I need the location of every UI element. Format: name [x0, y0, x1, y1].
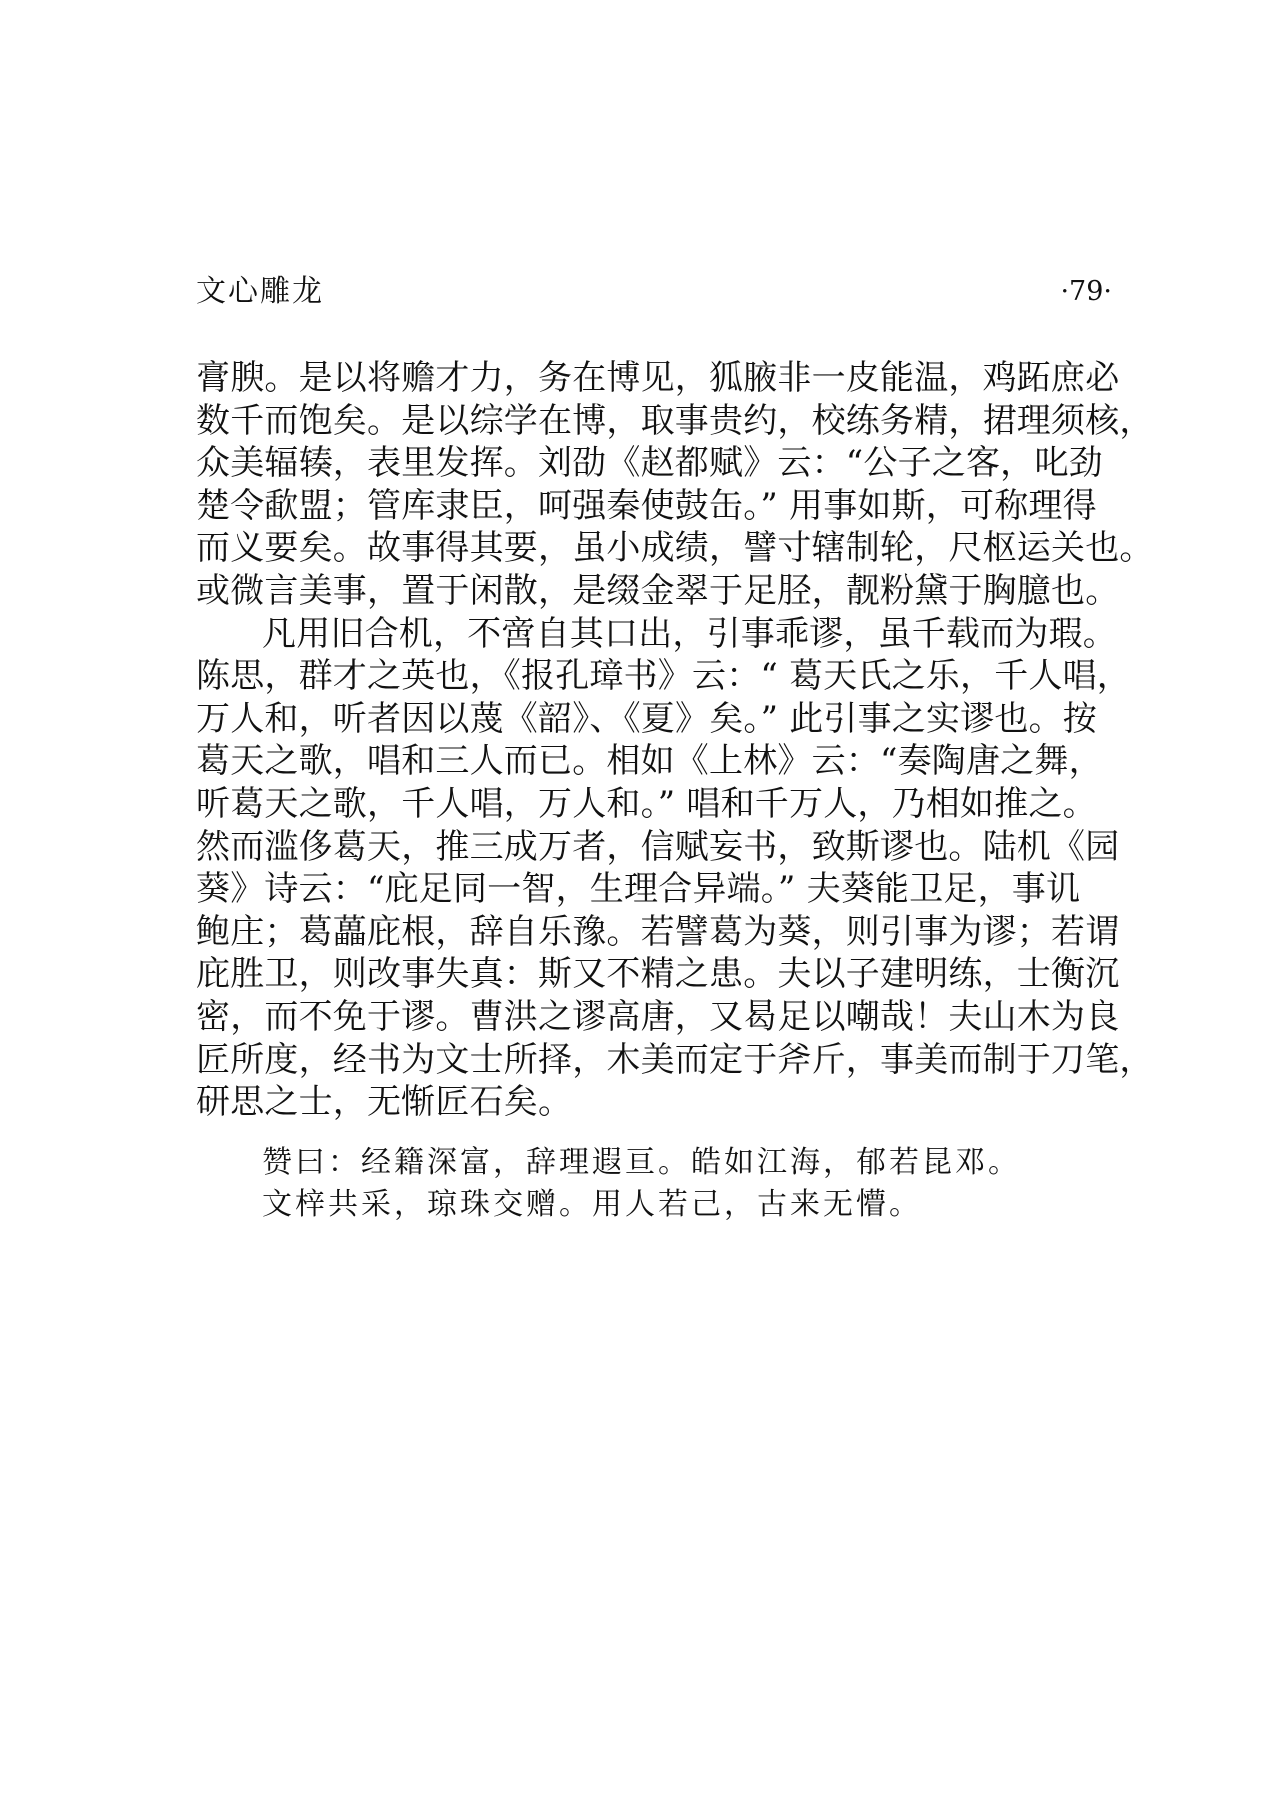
page-number: ·79·: [1060, 276, 1112, 307]
text-line-18: 研思之士，无惭匠石矣。: [196, 1082, 573, 1123]
zan-line-1: 赞曰：经籍深富，辞理遐亘。皓如江海，郁若昆邓。: [262, 1145, 1021, 1180]
text-line-2: 数千而饱矣。是以综学在博，取事贵约，校练务精，捃理须核，: [196, 400, 1154, 441]
text-line-4: 楚令歃盟；管库隶臣，呵强秦使鼓缶。” 用事如斯，可称理得: [196, 485, 1097, 526]
text-line-5: 而义要矣。故事得其要，虽小成绩，譬寸辖制轮，尺枢运关也。: [196, 528, 1154, 569]
zan-verse: [262, 1142, 1122, 1226]
text-line-12: 然而滥侈葛天，推三成万者，信赋妄书，致斯谬也。陆机《园: [196, 826, 1120, 867]
text-line-14: 鲍庄；葛藟庇根，辞自乐豫。若譬葛为葵，则引事为谬；若谓: [196, 911, 1120, 952]
zan-line-2: 文梓共采，琼珠交赠。用人若己，古来无懵。: [262, 1187, 922, 1222]
text-line-3: 众美辐辏，表里发挥。刘劭《赵都赋》云：“公子之客，叱劲: [196, 443, 1103, 484]
text-line-1: 膏腴。是以将赡才力，务在博见，狐腋非一皮能温，鸡跖庶必: [196, 358, 1120, 398]
text-line-16: 密，而不免于谬。曹洪之谬高唐，又曷足以嘲哉！夫山木为良: [196, 996, 1120, 1037]
body-text: [196, 357, 1154, 1124]
running-head: [196, 270, 1112, 314]
book-title: 文心雕龙: [196, 274, 324, 309]
text-line-11: 听葛天之歌，千人唱，万人和。” 唱和千万人，乃相如推之。: [196, 783, 1097, 824]
text-line-15: 庇胜卫，则改事失真：斯又不精之患。夫以子建明练，士衡沉: [196, 954, 1120, 995]
text-line-10: 葛天之歌，唱和三人而已。相如《上林》云：“奏陶唐之舞，: [196, 741, 1103, 782]
paragraph-2-first-line: 凡用旧合机，不啻自其口出，引事乖谬，虽千载而为瑕。: [262, 613, 1117, 654]
text-line-8: 陈思，群才之英也，《报孔璋书》云：“ 葛天氏之乐，千人唱，: [196, 656, 1131, 697]
text-line-9: 万人和，听者因以蔑《韶》、《夏》矣。” 此引事之实谬也。按: [196, 698, 1097, 739]
text-line-17: 匠所度，经书为文士所择，木美而定于斧斤，事美而制于刀笔，: [196, 1039, 1154, 1080]
text-line-6: 或微言美事，置于闲散，是缀金翠于足胫，靓粉黛于胸臆也。: [196, 570, 1120, 611]
text-line-13: 葵》诗云：“庇足同一智，生理合异端。” 夫葵能卫足，事讥: [196, 869, 1081, 910]
